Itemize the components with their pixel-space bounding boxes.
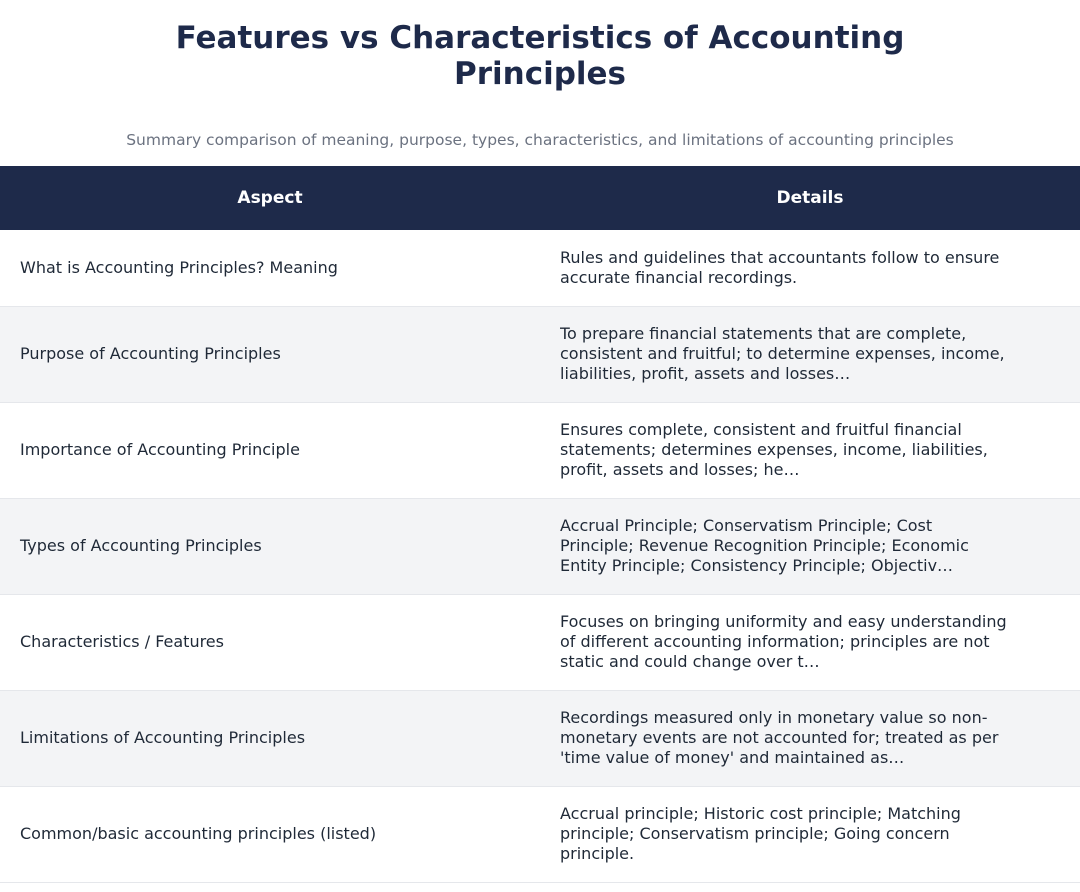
aspect-cell: Types of Accounting Principles (20, 536, 262, 555)
column-header-aspect: Aspect (0, 166, 540, 230)
aspect-cell: Purpose of Accounting Principles (20, 344, 281, 363)
comparison-table (0, 166, 1080, 883)
table-row (0, 498, 1080, 594)
details-text: Accrual Principle; Conservatism Principle; Cost Principle; Revenue Recognition Principle; Economic Entity Principle; Consistency Principle; Objectiv… (560, 516, 969, 575)
table-body (0, 230, 1080, 882)
details-text: Rules and guidelines that accountants follow to ensure accurate financial recordings. (560, 247, 1000, 287)
aspect-cell: Common/basic accounting principles (listed) (20, 824, 377, 843)
table-header (0, 166, 1080, 230)
aspect-cell: What is Accounting Principles? Meaning (20, 257, 338, 277)
page-subtitle: Summary comparison of meaning, purpose, types, characteristics, and limitations of accounting principles (126, 131, 954, 149)
details-cell (540, 594, 1080, 690)
table-row (0, 230, 1080, 306)
details-text: Ensures complete, consistent and fruitful financial statements; determines expenses, income, liabilities, profit, assets and losses; he… (560, 420, 988, 479)
page-title: Features vs Characteristics of Accounting Principles (175, 20, 905, 92)
aspect-cell: Limitations of Accounting Principles (20, 728, 306, 747)
details-text: To prepare financial statements that are complete, consistent and fruitful; to determine expenses, income, liabilities, profit, assets and losses… (560, 324, 1005, 383)
table-row (0, 690, 1080, 786)
details-cell (540, 690, 1080, 786)
details-cell (540, 786, 1080, 882)
details-cell (540, 402, 1080, 498)
table-row (0, 402, 1080, 498)
aspect-cell: Characteristics / Features (20, 632, 224, 651)
details-cell (540, 230, 1080, 306)
details-cell (540, 306, 1080, 402)
table-row (0, 306, 1080, 402)
table-row (0, 786, 1080, 882)
table-row (0, 594, 1080, 690)
details-text: Recordings measured only in monetary value so non-monetary events are not accounted for; treated as per 'time value of money' and maintained as… (560, 708, 999, 767)
details-text: Accrual principle; Historic cost principle; Matching principle; Conservatism principle; Going concern principle. (560, 804, 961, 863)
column-header-details: Details (540, 166, 1080, 230)
details-cell (540, 498, 1080, 594)
aspect-cell: Importance of Accounting Principle (20, 440, 300, 459)
table-header-row (0, 166, 1080, 230)
page-header (0, 0, 1080, 150)
details-text: Focuses on bringing uniformity and easy understanding of different accounting information; principles are not static and could change over t… (560, 612, 1007, 671)
